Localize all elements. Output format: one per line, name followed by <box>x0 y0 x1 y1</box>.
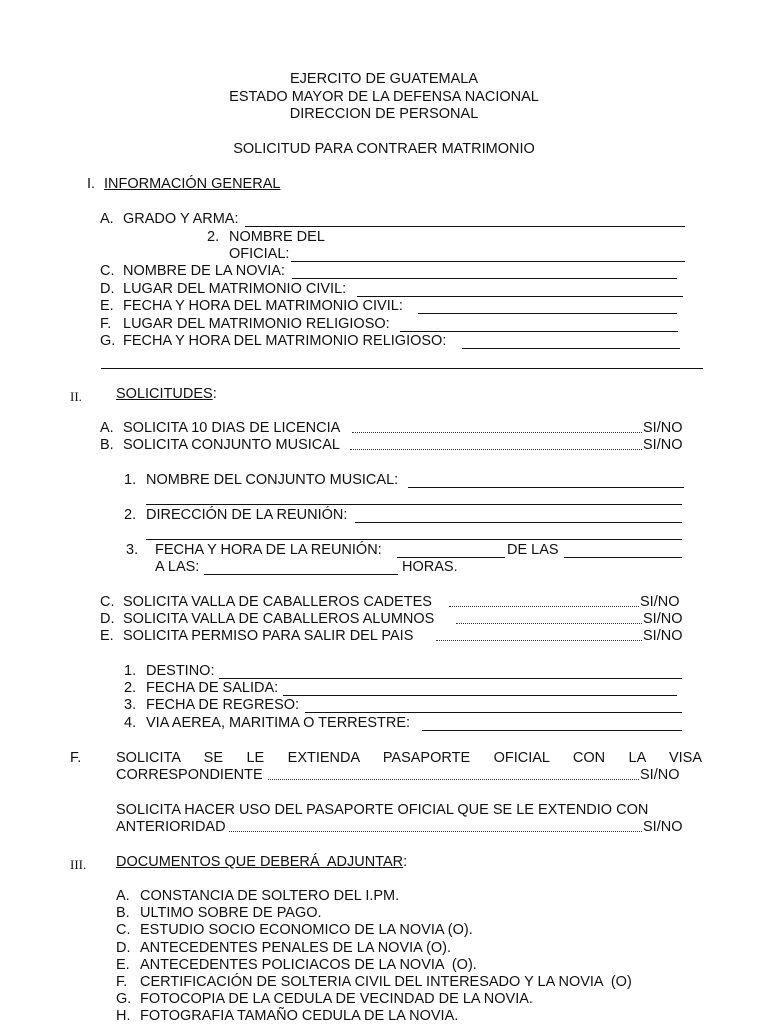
req-c-leader <box>449 606 639 607</box>
req-g-answer[interactable]: SI/NO <box>643 819 683 835</box>
music-1-label: NOMBRE DEL CONJUNTO MUSICAL: <box>146 472 399 488</box>
doc-d-label: ANTECEDENTES PENALES DE LA NOVIA (O). <box>140 940 452 956</box>
req-f-answer[interactable]: SI/NO <box>640 767 680 783</box>
doc-f-label: CERTIFICACIÓN DE SOLTERIA CIVIL DEL INTERESADO Y LA NOVIA (O) <box>140 974 632 990</box>
req-d-answer[interactable]: SI/NO <box>643 611 683 627</box>
grado-arma-field[interactable] <box>245 226 685 227</box>
direccion-field[interactable] <box>355 522 682 523</box>
fecha-civil-field[interactable] <box>418 313 677 314</box>
doc-g-label: FOTOCOPIA DE LA CEDULA DE VECINDAD DE LA NOVIA. <box>140 991 533 1007</box>
doc-f-letter: F. <box>116 974 128 990</box>
travel-4-label: VIA AEREA, MARITIMA O TERRESTRE: <box>146 715 411 731</box>
document-title: SOLICITUD PARA CONTRAER MATRIMONIO <box>233 141 535 157</box>
doc-b-label: ULTIMO SOBRE DE PAGO. <box>140 905 322 921</box>
doc-g-letter: G. <box>116 991 132 1007</box>
fecha-salida-field[interactable] <box>283 695 677 696</box>
item-c-label: NOMBRE DE LA NOVIA: <box>123 263 285 279</box>
item-f-letter: F. <box>100 316 112 332</box>
destino-field[interactable] <box>219 678 682 679</box>
travel-4-number: 4. <box>124 715 137 731</box>
music-3-mid: DE LAS <box>507 542 563 558</box>
travel-3-number: 3. <box>124 697 137 713</box>
lugar-civil-field[interactable] <box>357 296 683 297</box>
direccion-field-2[interactable] <box>146 539 682 540</box>
section-2-colon: : <box>212 386 217 402</box>
music-3-line2-end: HORAS. <box>398 559 458 575</box>
section-3-number: III. <box>70 857 87 872</box>
req-e-label: SOLICITA PERMISO PARA SALIR DEL PAIS <box>123 628 418 644</box>
req-a-answer[interactable]: SI/NO <box>643 420 683 436</box>
music-3-line2-label: A LAS: <box>155 559 204 575</box>
req-c-answer[interactable]: SI/NO <box>640 594 680 610</box>
travel-1-label: DESTINO: <box>146 663 219 679</box>
music-1-number: 1. <box>124 472 137 488</box>
doc-c-letter: C. <box>116 922 131 938</box>
travel-3-label: FECHA DE REGRESO: <box>146 697 300 713</box>
req-d-letter: D. <box>100 611 115 627</box>
req-f-line2: CORRESPONDIENTE <box>116 767 263 783</box>
item-e-label: FECHA Y HORA DEL MATRIMONIO CIVIL: <box>123 298 403 314</box>
req-b-leader <box>350 449 642 450</box>
section-2-number: II. <box>70 389 82 404</box>
item-d-letter: D. <box>100 281 115 297</box>
item-2-number: 2. <box>207 229 220 245</box>
req-b-letter: B. <box>100 437 114 453</box>
nombre-novia-field[interactable] <box>292 278 677 279</box>
req-d-leader <box>456 623 642 624</box>
header-line-1: EJERCITO DE GUATEMALA <box>290 71 478 87</box>
header-line-3: DIRECCION DE PERSONAL <box>289 106 479 122</box>
req-b-label: SOLICITA CONJUNTO MUSICAL <box>123 437 340 453</box>
req-a-leader <box>352 432 642 433</box>
req-f-letter: F. <box>70 750 82 766</box>
doc-a-label: CONSTANCIA DE SOLTERO DEL I.PM. <box>140 888 400 904</box>
req-e-answer[interactable]: SI/NO <box>643 628 683 644</box>
via-field[interactable] <box>422 730 682 731</box>
doc-h-label: FOTOGRAFIA TAMAÑO CEDULA DE LA NOVIA. <box>140 1008 459 1024</box>
req-b-answer[interactable]: SI/NO <box>643 437 683 453</box>
req-e-leader <box>436 640 642 641</box>
item-2-label-cont: OFICIAL: <box>229 246 290 262</box>
doc-c-label: ESTUDIO SOCIO ECONOMICO DE LA NOVIA (O). <box>140 922 473 938</box>
req-f-leader <box>268 779 639 780</box>
req-c-letter: C. <box>100 594 115 610</box>
req-g-line1: SOLICITA HACER USO DEL PASAPORTE OFICIAL QUE SE LE EXTENDIO CON <box>116 802 649 818</box>
section-divider <box>101 368 703 369</box>
section-3-heading <box>116 854 407 871</box>
travel-2-number: 2. <box>124 680 137 696</box>
item-d-label: LUGAR DEL MATRIMONIO CIVIL: <box>123 281 347 297</box>
item-c-letter: C. <box>100 263 115 279</box>
section-2-heading <box>116 386 217 403</box>
item-g-letter: G. <box>100 333 116 349</box>
req-c-label: SOLICITA VALLA DE CABALLEROS CADETES <box>123 594 432 610</box>
conjunto-nombre-field-2[interactable] <box>146 504 682 505</box>
section-1-title: INFORMACIÓN GENERAL <box>104 176 281 192</box>
music-2-label: DIRECCIÓN DE LA REUNIÓN: <box>146 507 348 523</box>
hora-fin-field[interactable] <box>204 574 398 575</box>
doc-b-letter: B. <box>116 905 130 921</box>
conjunto-nombre-field[interactable] <box>408 487 684 488</box>
req-e-letter: E. <box>100 628 114 644</box>
item-a-label: GRADO Y ARMA: <box>123 211 243 227</box>
section-3-title: DOCUMENTOS QUE DEBERÁ ADJUNTAR <box>116 854 404 870</box>
section-3-colon: : <box>403 854 408 870</box>
nombre-oficial-field[interactable] <box>291 261 685 262</box>
doc-d-letter: D. <box>116 940 131 956</box>
doc-e-label: ANTECEDENTES POLICIACOS DE LA NOVIA (O). <box>140 957 477 973</box>
doc-a-letter: A. <box>116 888 130 904</box>
travel-1-number: 1. <box>124 663 137 679</box>
req-a-letter: A. <box>100 420 114 436</box>
item-e-letter: E. <box>100 298 114 314</box>
req-f-line1: SOLICITA SE LE EXTIENDA PASAPORTE OFICIAL CON LA VISA <box>116 750 702 766</box>
fecha-regreso-field[interactable] <box>305 712 682 713</box>
doc-h-letter: H. <box>116 1008 131 1024</box>
section-1-number: I. <box>87 176 96 192</box>
req-g-line2: ANTERIORIDAD <box>116 819 226 835</box>
fecha-religioso-field[interactable] <box>462 348 680 349</box>
hora-inicio-field[interactable] <box>564 557 682 558</box>
travel-2-label: FECHA DE SALIDA: <box>146 680 279 696</box>
req-d-label: SOLICITA VALLA DE CABALLEROS ALUMNOS <box>123 611 439 627</box>
item-g-label: FECHA Y HORA DEL MATRIMONIO RELIGIOSO: <box>123 333 447 349</box>
item-2-label: NOMBRE DEL <box>229 229 325 245</box>
lugar-religioso-field[interactable] <box>400 331 678 332</box>
section-2-title: SOLICITUDES <box>116 386 213 402</box>
doc-e-letter: E. <box>116 957 130 973</box>
header-line-2: ESTADO MAYOR DE LA DEFENSA NACIONAL <box>229 89 539 105</box>
req-g-leader <box>229 831 642 832</box>
music-3-label: FECHA Y HORA DE LA REUNIÓN: <box>155 542 386 558</box>
music-2-number: 2. <box>124 507 137 523</box>
item-f-label: LUGAR DEL MATRIMONIO RELIGIOSO: <box>123 316 390 332</box>
req-a-label: SOLICITA 10 DIAS DE LICENCIA <box>123 420 341 436</box>
fecha-reunion-field[interactable] <box>397 557 505 558</box>
music-3-number: 3. <box>126 542 139 558</box>
item-a-letter: A. <box>100 211 114 227</box>
